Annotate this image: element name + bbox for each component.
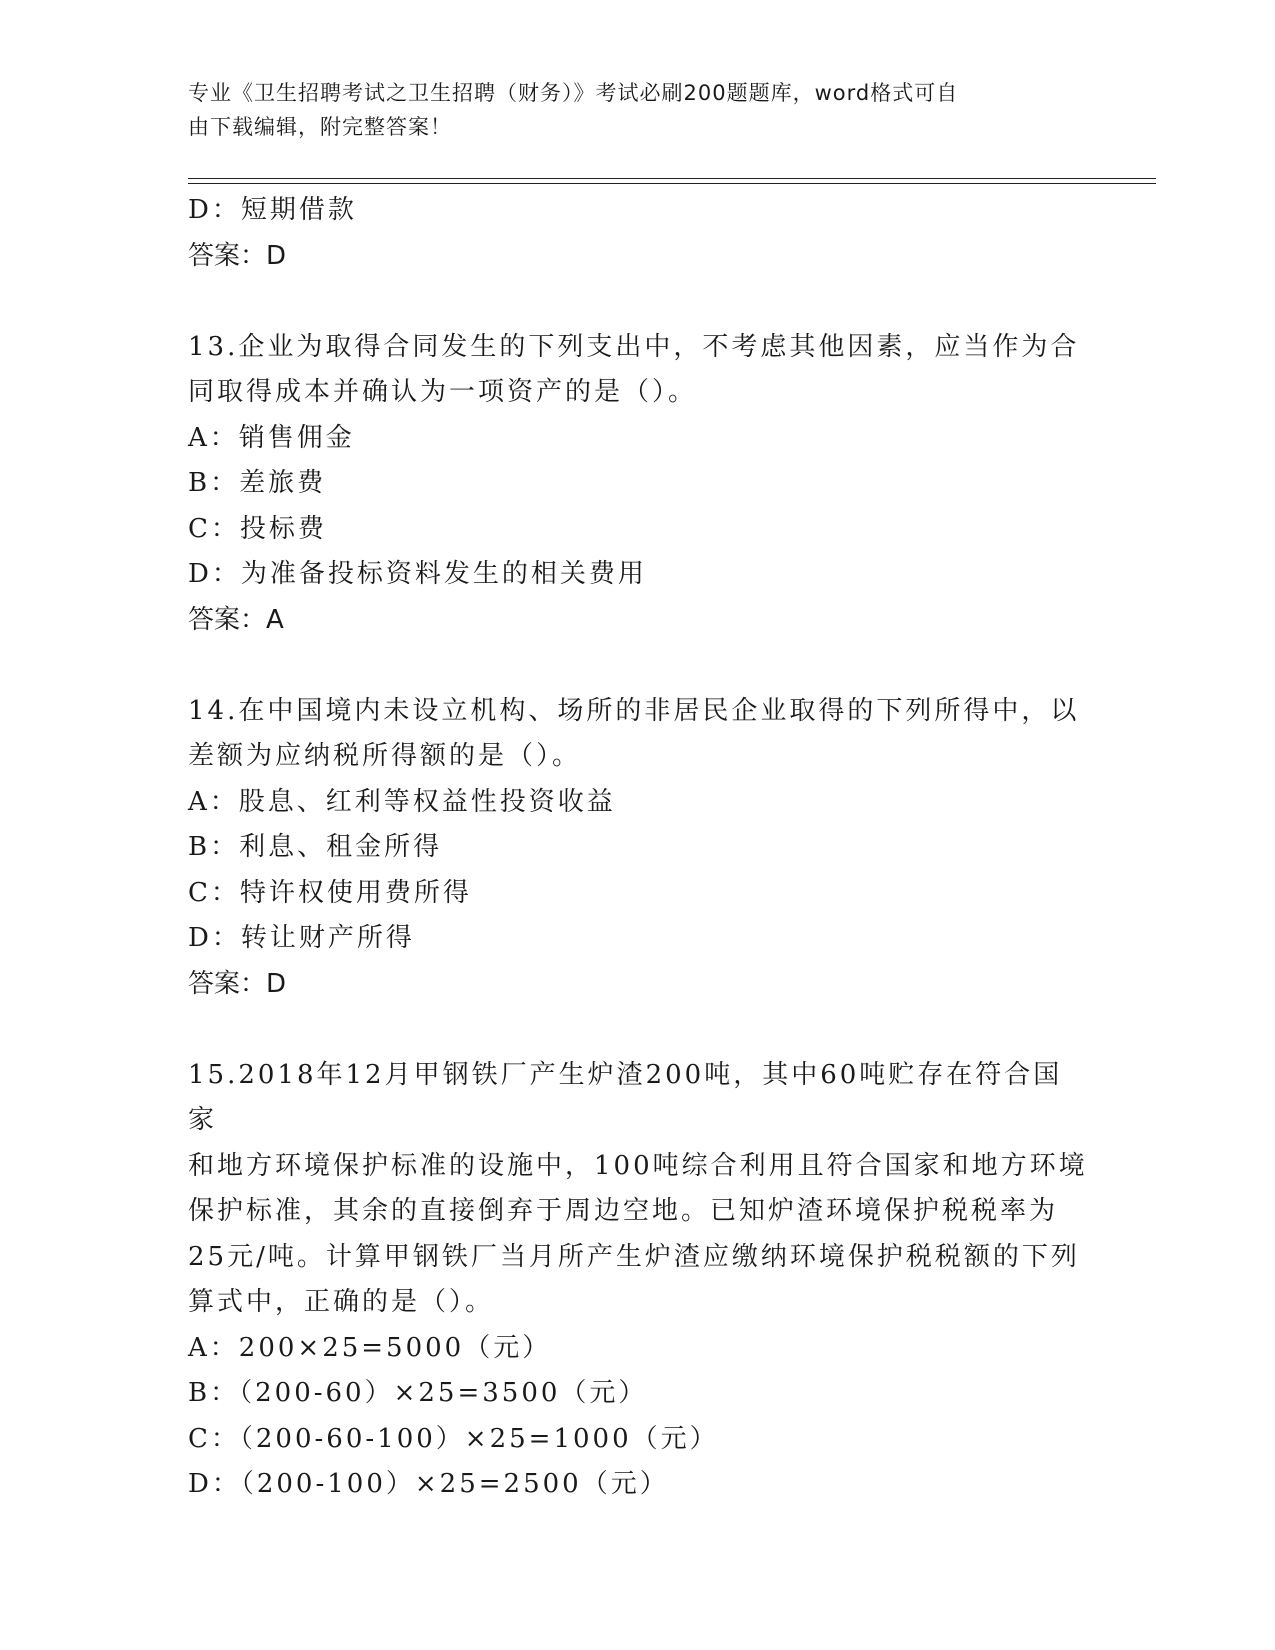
question-13-option-b: B：差旅费: [188, 468, 327, 498]
question-14-line-1: 14.在中国境内未设立机构、场所的非居民企业取得的下列所得中，以: [188, 695, 1080, 726]
question-15-line-3: 保护标准，其余的直接倒弃于周边空地。已知炉渣环境保护税税率为: [188, 1196, 1059, 1226]
question-14-option-a: A：股息、红利等权益性投资收益: [188, 786, 616, 817]
question-13-answer: 答案：A: [188, 604, 284, 635]
spacer: [188, 1007, 1088, 1053]
document-body: [188, 188, 1088, 1508]
prev-option-d: D：短期借款: [188, 195, 357, 225]
prev-answer: 答案：D: [188, 240, 287, 271]
question-13: [188, 325, 1088, 644]
question-13-option-d: D：为准备投标资料发生的相关费用: [188, 559, 647, 589]
question-13-line-2: 同取得成本并确认为一项资产的是（）。: [188, 377, 698, 407]
page-header: [188, 76, 1068, 144]
question-15-line-5: 算式中，正确的是（）。: [188, 1287, 495, 1317]
question-13-line-1: 13.企业为取得合同发生的下列支出中，不考虑其他因素，应当作为合: [188, 331, 1080, 362]
question-15-option-b: B：（200-60）×25=3500（元）: [188, 1378, 648, 1408]
question-14: [188, 689, 1088, 1008]
question-14-line-2: 差额为应纳税所得额的是（）。: [188, 741, 582, 771]
question-15-option-c: C：（200-60-100）×25=1000（元）: [188, 1423, 719, 1454]
question-15: [188, 1053, 1088, 1508]
question-15-line-1: 15.2018年12月甲钢铁厂产生炉渣200吨，其中60吨贮存在符合国家: [188, 1059, 1063, 1135]
header-divider-top: [188, 178, 1156, 179]
spacer: [188, 279, 1088, 325]
question-14-option-b: B：利息、租金所得: [188, 832, 443, 862]
question-15-option-d: D：（200-100）×25=2500（元）: [188, 1469, 669, 1499]
question-14-option-d: D：转让财产所得: [188, 923, 415, 953]
question-15-line-4: 25元/吨。计算甲钢铁厂当月所产生炉渣应缴纳环境保护税税额的下列: [188, 1241, 1080, 1272]
header-line-2: 由下载编辑，附完整答案！: [188, 115, 452, 139]
question-13-option-c: C：投标费: [188, 513, 327, 544]
question-14-option-c: C：特许权使用费所得: [188, 877, 472, 908]
question-13-option-a: A：销售佣金: [188, 422, 355, 453]
question-14-answer: 答案：D: [188, 968, 287, 999]
header-divider-bottom: [188, 183, 1156, 184]
spacer: [188, 643, 1088, 689]
question-15-line-2: 和地方环境保护标准的设施中，100吨综合利用且符合国家和地方环境: [188, 1150, 1088, 1181]
question-15-option-a: A：200×25=5000（元）: [188, 1332, 552, 1363]
header-line-1: 专业《卫生招聘考试之卫生招聘（财务）》考试必刷200题题库，word格式可自: [188, 81, 959, 105]
